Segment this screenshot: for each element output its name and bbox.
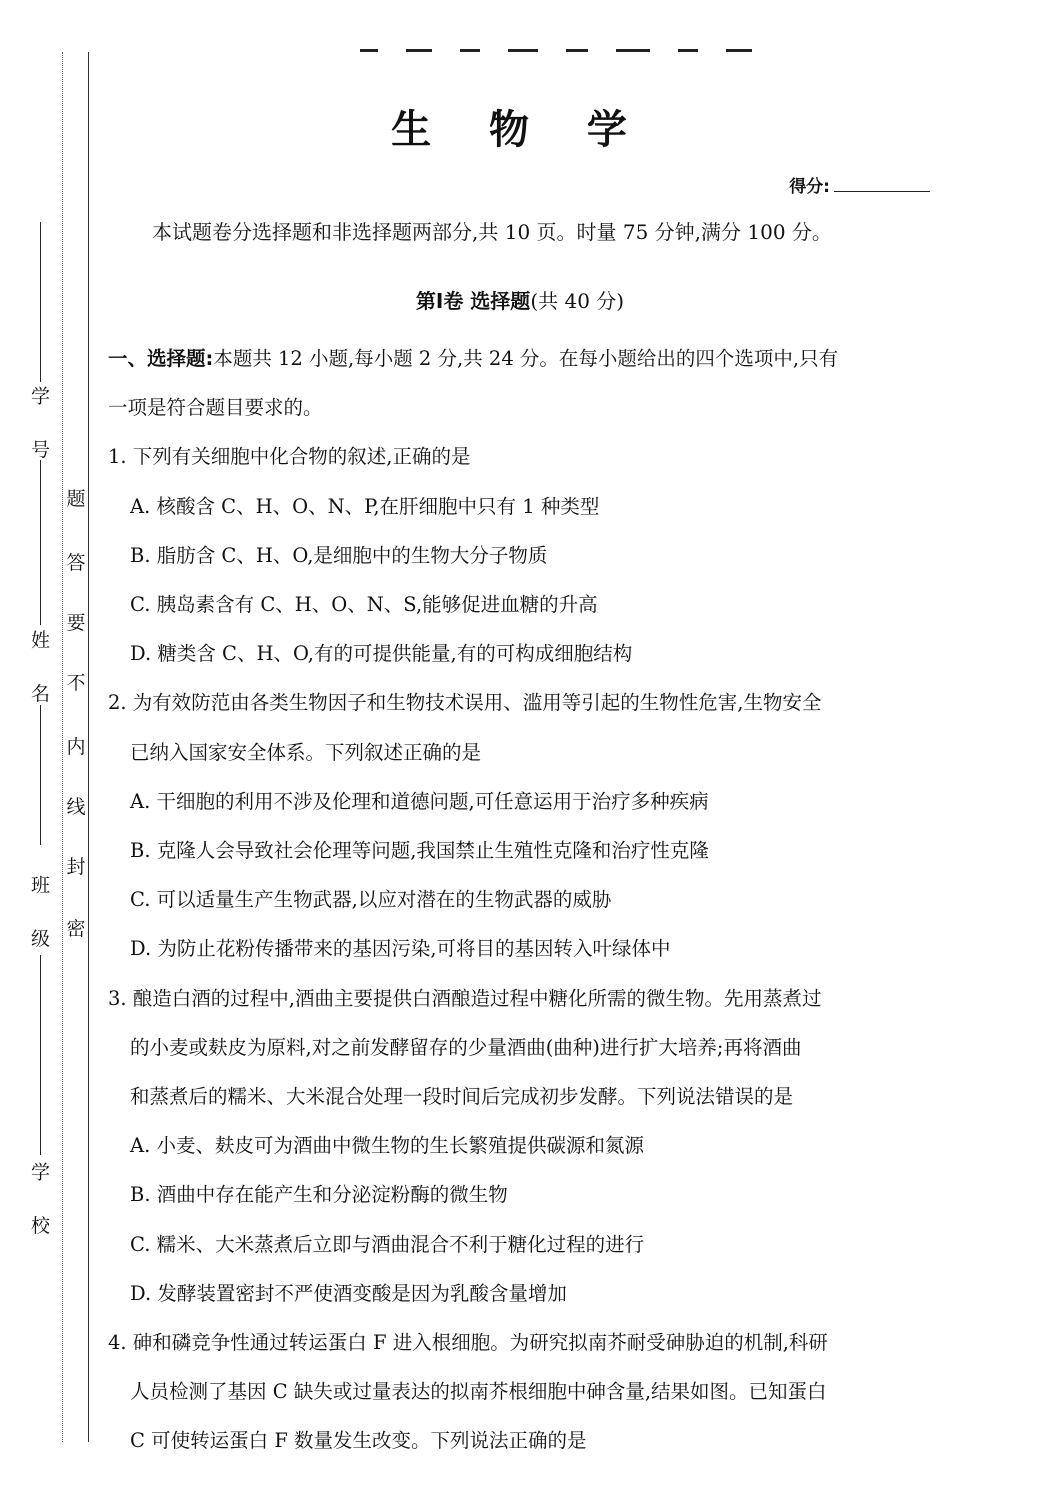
section-heading — [0, 285, 1040, 314]
instructions-line — [108, 334, 934, 383]
school-label: 学 校 — [28, 1162, 50, 1249]
question-1-option-d: D. 糖类含 C、H、O,有的可提供能量,有的可构成细胞结构 — [130, 642, 633, 666]
question-3-stem: 3. 酿造白酒的过程中,酒曲主要提供白酒酿造过程中糖化所需的微生物。先用蒸煮过 — [108, 986, 822, 1010]
question-1-option-a: A. 核酸含 C、H、O、N、P,在肝细胞中只有 1 种类型 — [130, 494, 600, 518]
seal-char: 答 — [66, 552, 86, 574]
seal-char: 题 — [66, 488, 86, 510]
question-4-stem: 人员检测了基因 C 缺失或过量表达的拟南芥根细胞中砷含量,结果如图。已知蛋白 — [130, 1380, 827, 1404]
instructions-text: 本题共 12 小题,每小题 2 分,共 24 分。在每小题给出的四个选项中,只有 — [213, 347, 839, 370]
binding-solid-line — [88, 52, 89, 1442]
question-2-option-d: D. 为防止花粉传播带来的基因污染,可将目的基因转入叶绿体中 — [130, 937, 671, 961]
seal-char: 封 — [66, 856, 86, 878]
name-blank[interactable] — [40, 460, 41, 625]
seal-char: 要 — [66, 612, 86, 634]
question-3-option-d: D. 发酵装置密封不严使酒变酸是因为乳酸含量增加 — [130, 1281, 567, 1305]
question-3-option-a: A. 小麦、麸皮可为酒曲中微生物的生长繁殖提供碳源和氮源 — [130, 1134, 644, 1158]
exam-intro: 本试题卷分选择题和非选择题两部分,共 10 页。时量 75 分钟,满分 100 分。 — [152, 220, 832, 244]
question-3-option-c: C. 糯米、大米蒸煮后立即与酒曲混合不利于糖化过程的进行 — [130, 1232, 645, 1256]
question-1-option-c: C. 胰岛素含有 C、H、O、N、S,能够促进血糖的升高 — [130, 593, 598, 617]
seal-char: 线 — [66, 796, 86, 818]
school-blank[interactable] — [40, 955, 41, 1155]
seal-char: 不 — [66, 672, 86, 694]
question-4-stem: 4. 砷和磷竞争性通过转运蛋白 F 进入根细胞。为研究拟南芥耐受砷胁迫的机制,科研 — [108, 1331, 828, 1355]
question-3-option-b: B. 酒曲中存在能产生和分泌淀粉酶的微生物 — [130, 1183, 508, 1207]
section-part: 第Ⅰ卷 选择题 — [415, 289, 531, 313]
score-label: 得分: — [789, 177, 830, 197]
score-blank[interactable] — [834, 175, 930, 192]
question-2-option-a: A. 干细胞的利用不涉及伦理和道德问题,可任意运用于治疗多种疾病 — [130, 789, 709, 813]
question-2-stem: 已纳入国家安全体系。下列叙述正确的是 — [130, 740, 482, 764]
name-label: 姓 名 — [28, 630, 50, 717]
binding-dotted-line — [62, 52, 63, 1442]
question-1-stem: 1. 下列有关细胞中化合物的叙述,正确的是 — [108, 445, 471, 469]
class-label: 班 级 — [28, 875, 50, 962]
instructions-lead: 一、选择题: — [108, 347, 214, 370]
instructions-line: 一项是符合题目要求的。 — [108, 396, 323, 420]
question-1-option-b: B. 脂肪含 C、H、O,是细胞中的生物大分子物质 — [130, 543, 548, 567]
question-2-option-b: B. 克隆人会导致社会伦理等问题,我国禁止生殖性克隆和治疗性克隆 — [130, 839, 709, 863]
question-3-stem: 和蒸煮后的糯米、大米混合处理一段时间后完成初步发酵。下列说法错误的是 — [130, 1085, 794, 1109]
seal-char: 内 — [66, 736, 86, 758]
seal-char: 密 — [66, 918, 86, 940]
student-id-label: 学 号 — [28, 386, 50, 473]
section-points: (共 40 分) — [530, 289, 625, 313]
question-4-stem-cut-off: C 可使转运蛋白 F 数量发生改变。下列说法正确的是 — [130, 1429, 587, 1453]
cropped-header-fragment — [360, 40, 860, 58]
question-2-stem: 2. 为有效防范由各类生物因子和生物技术误用、滥用等引起的生物性危害,生物安全 — [108, 691, 822, 715]
question-3-stem: 的小麦或麸皮为原料,对之前发酵留存的少量酒曲(曲种)进行扩大培养;再将酒曲 — [130, 1035, 802, 1059]
page-title: 生 物 学 — [391, 107, 649, 153]
question-area — [108, 334, 934, 1453]
class-blank[interactable] — [40, 705, 41, 845]
score-field[interactable] — [789, 172, 930, 197]
question-2-option-c: C. 可以适量生产生物武器,以应对潜在的生物武器的威胁 — [130, 888, 612, 912]
